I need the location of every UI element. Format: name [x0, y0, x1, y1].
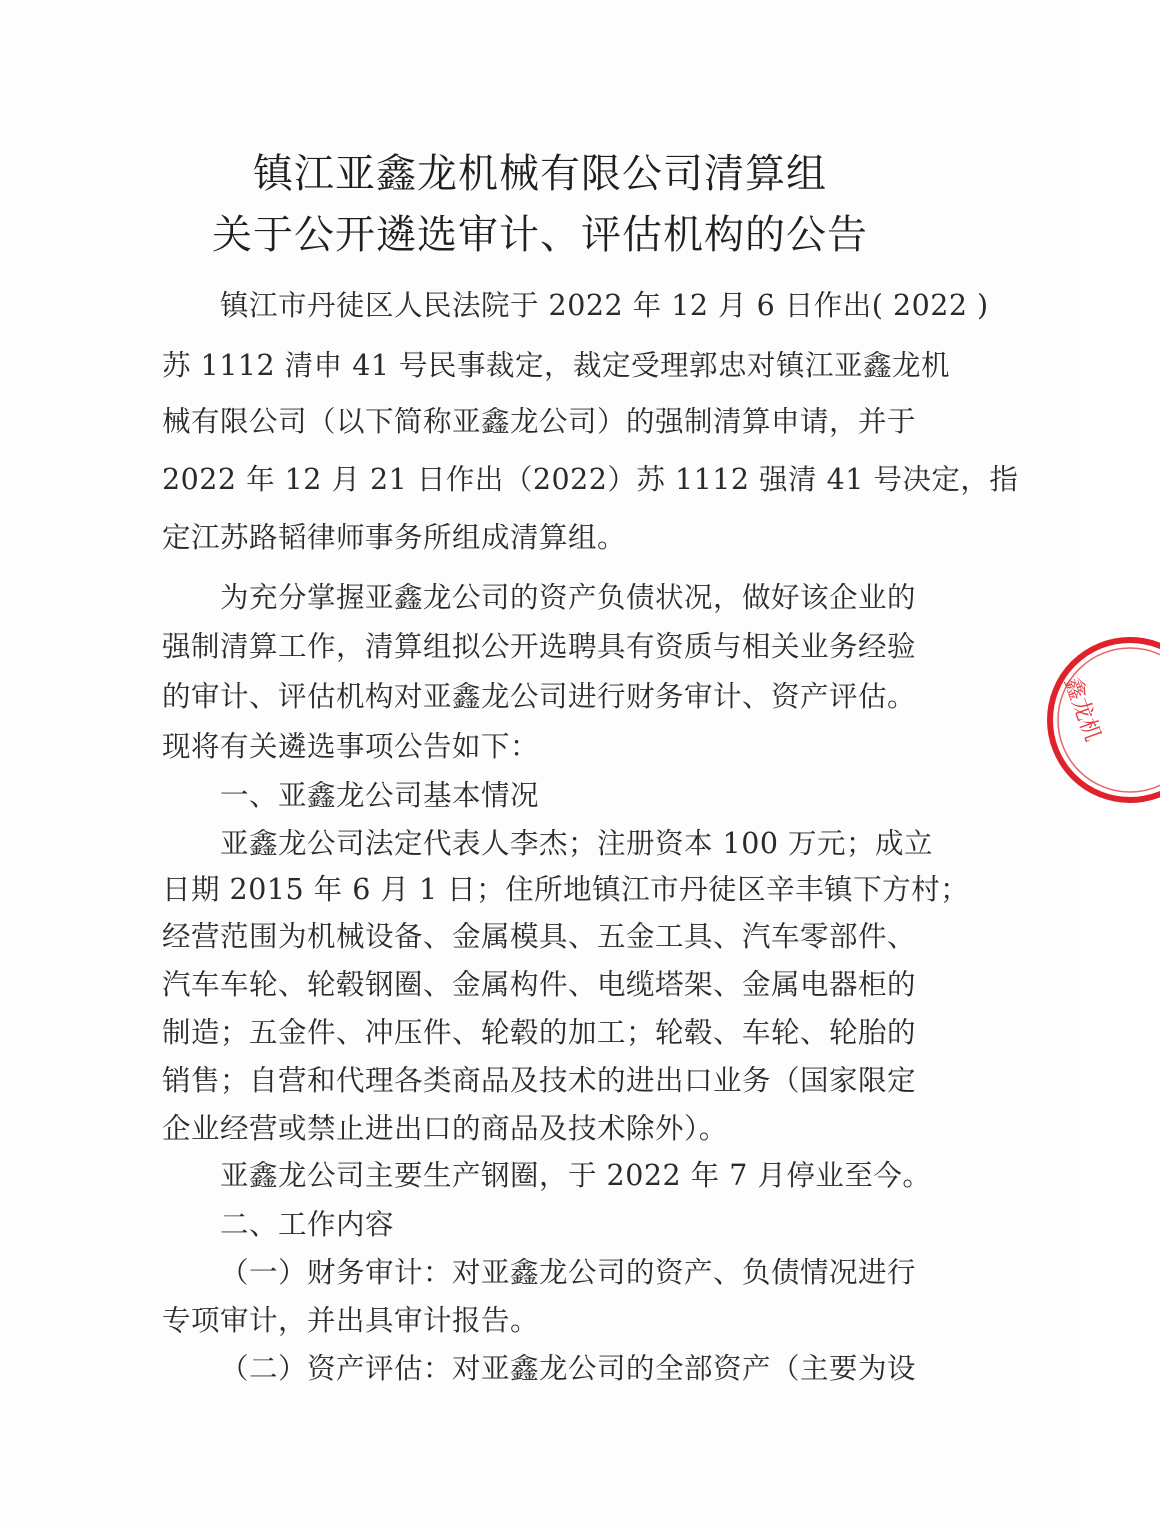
- body-line: 镇江市丹徒区人民法院于 2022 年 12 月 6 日作出( 2022 ): [220, 289, 989, 322]
- body-line: 企业经营或禁止进出口的商品及技术除外）。: [162, 1112, 728, 1145]
- body-line: 为充分掌握亚鑫龙公司的资产负债状况，做好该企业的: [220, 581, 917, 614]
- body-line: 现将有关遴选事项公告如下：: [162, 730, 540, 763]
- body-line: 的审计、评估机构对亚鑫龙公司进行财务审计、资产评估。: [162, 680, 917, 713]
- red-seal-stamp: [1040, 630, 1160, 810]
- body-line: 2022 年 12 月 21 日作出（2022）苏 1112 强清 41 号决定，指: [162, 463, 1019, 496]
- body-line: 亚鑫龙公司主要生产钢圈，于 2022 年 7 月停业至今。: [220, 1159, 932, 1192]
- body-line: 苏 1112 清申 41 号民事裁定，裁定受理郭忠对镇江亚鑫龙机: [162, 349, 951, 382]
- body-line: 械有限公司（以下简称亚鑫龙公司）的强制清算申请，并于: [162, 405, 917, 438]
- body-line: 定江苏路韬律师事务所组成清算组。: [162, 521, 627, 554]
- document-title-line-1: 镇江亚鑫龙机械有限公司清算组: [253, 151, 827, 197]
- body-line: 经营范围为机械设备、金属模具、五金工具、汽车零部件、: [162, 920, 917, 953]
- document-title-line-2: 关于公开遴选审计、评估机构的公告: [212, 212, 868, 258]
- body-line: 汽车车轮、轮毂钢圈、金属构件、电缆塔架、金属电器柜的: [162, 968, 917, 1001]
- body-line: 制造；五金件、冲压件、轮毂的加工；轮毂、车轮、轮胎的: [162, 1016, 917, 1049]
- body-line: 日期 2015 年 6 月 1 日；住所地镇江市丹徒区辛丰镇下方村；: [162, 873, 970, 906]
- section-heading: 二、工作内容: [220, 1208, 395, 1241]
- body-line: （二）资产评估：对亚鑫龙公司的全部资产（主要为设: [220, 1352, 917, 1385]
- svg-text:鑫龙机: 鑫龙机: [1058, 674, 1106, 745]
- body-line: 专项审计，并出具审计报告。: [162, 1304, 540, 1337]
- body-line: 亚鑫龙公司法定代表人李杰；注册资本 100 万元；成立: [220, 827, 934, 860]
- section-heading: 一、亚鑫龙公司基本情况: [220, 779, 540, 812]
- body-line: （一）财务审计：对亚鑫龙公司的资产、负债情况进行: [220, 1256, 917, 1289]
- body-line: 销售；自营和代理各类商品及技术的进出口业务（国家限定: [162, 1064, 917, 1097]
- body-line: 强制清算工作，清算组拟公开选聘具有资质与相关业务经验: [162, 630, 917, 663]
